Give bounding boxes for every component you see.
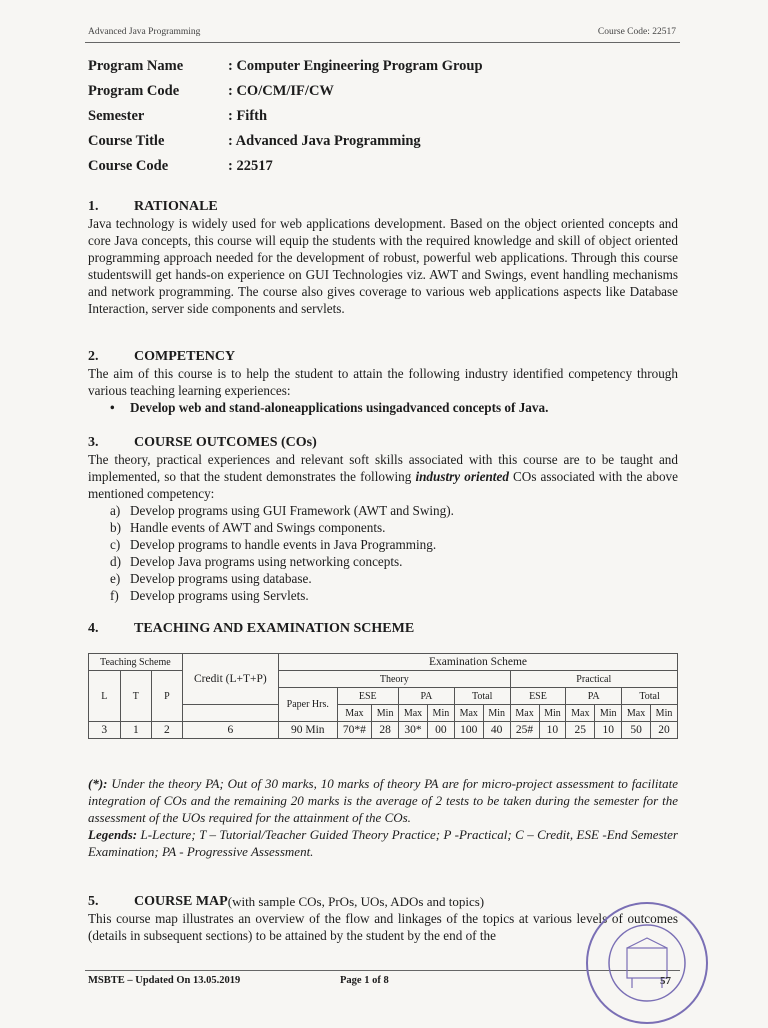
table-header-cell: ESE — [510, 688, 566, 705]
table-header-cell: Max — [337, 705, 372, 722]
table-header-cell: Max — [399, 705, 428, 722]
table-cell: 20 — [651, 722, 678, 739]
table-row — [89, 671, 678, 688]
note-text: Under the theory PA; Out of 30 marks, 10 marks of theory PA are for micro-project assessment to facilitate integration of COs and the remaining 20 marks is the average of 2 tests to be taken during the semester for the assessment of the UOs required for the attainment of the COs. — [88, 776, 678, 825]
table-header-cell: Min — [539, 705, 566, 722]
competency-bullet-text: Develop web and stand-aloneapplications usingadvanced concepts of Java. — [130, 400, 549, 415]
section-rationale — [88, 198, 678, 317]
table-row — [89, 654, 678, 671]
outcomes-list — [88, 502, 678, 604]
section-title: TEACHING AND EXAMINATION SCHEME — [134, 621, 415, 636]
list-marker: f) — [110, 588, 119, 603]
table-header-cell: Min — [427, 705, 454, 722]
table-row — [89, 722, 678, 739]
page-header — [88, 27, 676, 37]
table-header-cell: Theory — [279, 671, 511, 688]
footer-updated: MSBTE – Updated On 13.05.2019 — [88, 975, 241, 986]
section-heading — [88, 348, 678, 365]
note-lead: (*): — [88, 776, 112, 791]
table-cell: 28 — [372, 722, 399, 739]
list-item — [110, 553, 678, 570]
table-cell: 10 — [595, 722, 622, 739]
table-header-cell: ESE — [337, 688, 399, 705]
section-competency — [88, 348, 678, 416]
list-text: Develop programs using database. — [130, 571, 312, 586]
list-marker: b) — [110, 520, 121, 535]
program-row — [88, 129, 483, 154]
section-number: 5. — [88, 894, 99, 909]
table-header-cell: PA — [399, 688, 455, 705]
section-number: 1. — [88, 199, 99, 214]
outcomes-text — [88, 451, 678, 502]
table-cell: 3 — [89, 722, 121, 739]
list-text: Develop programs using GUI Framework (AWT and Swing). — [130, 503, 454, 518]
section-number: 3. — [88, 435, 99, 450]
section-outcomes — [88, 434, 678, 604]
table-cell: 70*# — [337, 722, 372, 739]
table-header-cell: L — [89, 671, 121, 722]
table-header-cell: Examination Scheme — [279, 654, 678, 671]
program-key: Course Code — [88, 158, 169, 174]
list-text: Develop programs using Servlets. — [130, 588, 309, 603]
header-course-code: Course Code: 22517 — [597, 27, 676, 37]
legend-lead: Legends: — [88, 827, 141, 842]
section-number: 2. — [88, 349, 99, 364]
table-cell: 00 — [427, 722, 454, 739]
program-key: Program Name — [88, 58, 184, 74]
program-value: : 22517 — [228, 158, 273, 174]
section-title: COURSE OUTCOMES (COs) — [134, 435, 317, 450]
list-text: Develop programs to handle events in Java Programming. — [130, 537, 437, 552]
section-title: COMPETENCY — [134, 349, 236, 364]
section-number: 4. — [88, 621, 99, 636]
outcomes-text-a: The theory, practical experiences and relevant soft skills associated with this course are to be taught and implemented, so that the student demonstrates the following — [88, 452, 678, 484]
scheme-note — [88, 775, 678, 860]
program-key: Program Code — [88, 83, 180, 99]
outcomes-text-emphasis: industry oriented — [415, 469, 509, 484]
list-marker: e) — [110, 571, 121, 586]
program-row — [88, 79, 483, 104]
table-header-cell: Max — [510, 705, 539, 722]
outcomes-text-b: COs associated with the above mentioned competency: — [88, 469, 678, 501]
table-header-cell: Credit (L+T+P) — [182, 654, 278, 705]
table-cell: 30* — [399, 722, 428, 739]
program-value: : Computer Engineering Program Group — [228, 58, 483, 74]
competency-text: The aim of this course is to help the student to attain the following industry identified competency through various teaching learning experiences: — [88, 366, 678, 398]
table-header-cell: Max — [566, 705, 595, 722]
program-value: : Advanced Java Programming — [228, 133, 421, 149]
section-subtitle: (with sample COs, PrOs, UOs, ADOs and topics) — [227, 894, 485, 909]
header-rule — [85, 42, 680, 43]
program-key: Course Title — [88, 133, 165, 149]
bullet-icon: • — [110, 400, 115, 415]
table-header-cell: Min — [483, 705, 510, 722]
list-text: Develop Java programs using networking concepts. — [130, 554, 403, 569]
section-scheme — [88, 620, 678, 637]
list-marker: a) — [110, 503, 121, 518]
section-heading — [88, 198, 678, 215]
table-header-cell: P — [152, 671, 183, 722]
table-header-cell: Total — [622, 688, 678, 705]
section-title: RATIONALE — [134, 199, 218, 214]
table-cell: 10 — [539, 722, 566, 739]
table-cell: 1 — [120, 722, 152, 739]
table-cell: 40 — [483, 722, 510, 739]
section-heading — [88, 620, 678, 637]
table-header-cell: Total — [454, 688, 510, 705]
table-cell: 25 — [566, 722, 595, 739]
list-item — [110, 570, 678, 587]
list-item — [110, 536, 678, 553]
competency-bullet — [88, 399, 678, 416]
program-value: : Fifth — [228, 108, 268, 124]
list-text: Handle events of AWT and Swings components. — [130, 520, 386, 535]
program-value: : CO/CM/IF/CW — [228, 83, 334, 99]
footer-page-number: Page 1 of 8 — [340, 975, 389, 986]
program-row — [88, 54, 483, 79]
section-heading — [88, 434, 678, 451]
table-header-cell: Paper Hrs. — [279, 688, 338, 722]
table-header-cell: Teaching Scheme — [89, 654, 183, 671]
program-key: Semester — [88, 108, 145, 124]
table-header-cell: T — [120, 671, 152, 722]
table-cell: 2 — [152, 722, 183, 739]
table-header-cell — [182, 705, 278, 722]
section-title: COURSE MAP — [134, 894, 228, 909]
table-cell: 100 — [454, 722, 483, 739]
rationale-text: Java technology is widely used for web applications development. Based on the object oriented concepts and core Java concepts, this course will equip the students with the required knowledge and skill of object oriented programming approach needed for the development of robust, powerful web applications. Through this course studentswill get hands-on experience on GUI Technologies viz. AWT and Swings, event handling mechanisms and network programming. The course also gives coverage to various web applications aspects like Database Interaction, server side components and servlets. — [88, 216, 678, 316]
table-cell: 25# — [510, 722, 539, 739]
list-item — [110, 519, 678, 536]
table-cell: 6 — [182, 722, 278, 739]
program-row — [88, 154, 483, 179]
header-course-title: Advanced Java Programming — [88, 27, 201, 37]
table-header-cell: PA — [566, 688, 622, 705]
course-map-text: This course map illustrates an overview of the flow and linkages of the topics at various levels of outcomes (details in subsequent sections) to be attained by the student by the end of the — [88, 911, 678, 943]
legend-text: L-Lecture; T – Tutorial/Teacher Guided Theory Practice; P -Practical; C – Credit, ESE -End Semester Examination; PA - Progressive Assessment. — [88, 827, 678, 859]
official-seal-stamp — [582, 898, 712, 1028]
table-cell: 50 — [622, 722, 651, 739]
table-header-cell: Min — [595, 705, 622, 722]
table-cell: 90 Min — [279, 722, 338, 739]
list-item — [110, 587, 678, 604]
program-row — [88, 104, 483, 129]
list-marker: c) — [110, 537, 121, 552]
program-details — [88, 54, 483, 179]
scheme-table — [88, 653, 678, 739]
table-header-cell: Max — [622, 705, 651, 722]
table-header-cell: Min — [372, 705, 399, 722]
list-item — [110, 502, 678, 519]
stamp-initials: 57 — [660, 975, 671, 987]
table-header-cell: Min — [651, 705, 678, 722]
list-marker: d) — [110, 554, 121, 569]
table-header-cell: Practical — [510, 671, 677, 688]
table-header-cell: Max — [454, 705, 483, 722]
